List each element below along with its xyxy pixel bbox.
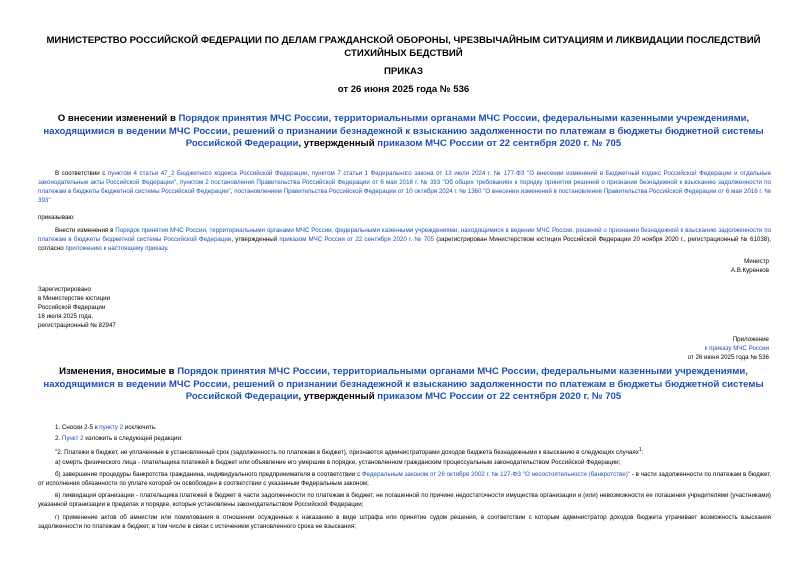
registration-line-1: Зарегистрировано [38,286,91,293]
item-1-text-1: 1. Сноски 2-5 к [55,424,100,431]
title-link-procedure[interactable]: Порядок принятия МЧС России, территориальными органами МЧС России, федеральными казенными учреждениями, находящимися в ведении МЧС России, решений о признании безнадежной к взысканию задолженности по платежам в бюджеты бюджетной системы Российской Федерации [43,113,764,149]
preamble-paragraph [38,170,771,206]
appendix-title-link-order[interactable]: приказом МЧС России от 22 сентября 2020 г. № 705 [377,391,622,402]
document-title [40,113,767,151]
preamble-text-2: , [307,170,312,177]
subitem-a: а) смерть физического лица - плательщика платежей в бюджет или объявление его умершим в порядке, установленном гражданским процессуальным законодательством Российской Федерации; [55,459,621,466]
registration-line-3: Российской Федерации [38,304,106,312]
link-order-reference[interactable]: к приказу МЧС России [704,344,769,352]
order-text-2: , утвержденный [231,235,280,243]
signature-block [731,258,769,276]
link-decree-393[interactable]: пунктом 2 постановления Правительства Российской Федерации от 6 мая 2016 г. № 393 "Об общих требованиях к порядку принятия решений о признании безнадежной к взысканию задолженности по платежам в бюджеты бюджетной системы Российской Федерации" [38,178,771,195]
document-date-number: от 26 июня 2025 года № 536 [337,84,470,95]
link-budget-code[interactable]: пунктом 4 статьи 47_2 Бюджетного кодекса Российской Федерации [107,170,308,177]
order-word: приказываю: [38,214,75,221]
appendix-title-middle: , утвержденный [298,391,378,402]
registration-block [38,285,116,330]
quote-end: : [641,449,644,457]
preamble-text-3: , [176,178,180,186]
item-1-text-2: исключить. [123,424,157,431]
appendix-ref-line-1: Приложение [732,336,769,343]
appendix-title-prefix: Изменения, вносимые в [59,366,178,377]
signature-position: Министр [744,258,769,265]
link-order-705[interactable]: приказом МЧС России от 22 сентября 2020 г. № 705 [279,235,435,243]
subitem-b [38,471,771,489]
title-link-order[interactable]: приказом МЧС России от 22 сентября 2020 г. № 705 [377,138,622,149]
subitem-g: г) применение актов об амнистии или помилования в отношении осужденных к наказанию в виде штрафа или принятие судом решения, в соответствии с которым администратор доходов бюджета утрачивает возможность взыскания задолженности по платежам в бюджет, в том числе в связи с истечением установленного срока ее взыскания; [38,514,771,530]
appendix-title-link-procedure[interactable]: Порядок принятия МЧС России, территориальными органами МЧС России, федеральными казенными учреждениями, находящимися в ведении МЧС России, решений о признании безнадежной к взысканию задолженности по платежам в бюджеты бюджетной системы Российской Федерации [43,366,764,402]
link-procedure[interactable]: Порядок принятия МЧС России, территориальными органами МЧС России, федеральными казенными учреждениями, находящимися в ведении МЧС России, решений о признании безнадежной к взысканию задолженности по платежам в бюджеты бюджетной системы Российской Федерации [38,227,772,243]
item-2 [38,435,771,444]
link-point-2-b[interactable]: Пункт 2 [61,435,84,442]
document-type: ПРИКАЗ [384,66,423,77]
title-middle: , утвержденный [298,138,378,149]
appendix-ref-line-2 [688,345,769,354]
preamble-text-1: В соответствии с [55,170,108,177]
preamble-text-4: , [230,187,235,195]
subitem-b-text-2: - в части задолженности по платежам в бюджет, от исполнения обязанности по уплате которой он освобожден в соответствии с указанным Федеральным законом; [38,471,771,487]
order-text-3: (зарегистрирован Министерством юстиции Российской Федерации 20 ноября 2020 г., регистрационный № 61038), согласно [38,235,771,252]
registration-line-5: регистрационный № 82947 [38,322,116,330]
registration-line-4: 16 июля 2025 года, [38,313,93,321]
link-decree-1360[interactable]: постановлением Правительства Российской Федерации от 10 октября 2024 г. № 1360 "О внесении изменений в постановление Правительства Российской Федерации от 6 мая 2016 г. № 393" [38,187,771,204]
quote-text: "2. Платежи в бюджет, не уплаченные в установленный срок (задолженность по платежам в бюджет), признаются администраторами доходов бюджета безнадежными к взысканию в следующих случаях [55,449,639,457]
item-2-quote [38,446,771,458]
item-2-text: изложить в следующей редакции: [83,435,183,442]
order-paragraph [38,227,771,254]
signature-name: А.В.Куренков [730,266,769,274]
order-text-4: . [166,244,169,252]
appendix-title [40,366,767,404]
item-1 [38,424,771,433]
appendix-ref-line-3: от 26 июня 2025 года № 536 [687,353,769,361]
subitem-b-text-1: б) завершение процедуры банкротства гражданина, индивидуального предпринимателя в соответствии с [55,471,362,478]
title-prefix: О внесении изменений в [57,113,179,124]
appendix-reference [688,336,769,363]
item-2-number: 2. [55,435,62,442]
footnote-marker: 1 [638,447,642,453]
link-federal-law-177[interactable]: пунктом 7 статьи 1 Федерального закона от 13 июля 2024 г. № 177-ФЗ "О внесении изменений в Бюджетный кодекс Российской Федерации и отдельные законодательные акты Российской Федерации" [38,170,772,186]
link-point-2[interactable]: пункту 2 [99,424,124,431]
link-appendix[interactable]: приложению к настоящему приказу [65,244,167,252]
registration-line-2: в Министерстве юстиции [38,295,111,303]
ministry-name: МИНИСТЕРСТВО РОССИЙСКОЙ ФЕДЕРАЦИИ ПО ДЕЛАМ ГРАЖДАНСКОЙ ОБОРОНЫ, ЧРЕЗВЫЧАЙНЫМ СИТУАЦИЯМ И ЛИКВИДАЦИИ ПОСЛЕДСТВИЙ СТИХИЙНЫХ БЕДСТВИЙ [46,35,761,59]
link-federal-law-127[interactable]: Федеральным законом от 26 октября 2002 г. № 127-ФЗ "О несостоятельности (банкротстве)" [361,471,630,478]
subitem-v: в) ликвидация организации - плательщика платежей в бюджет в части задолженности по платежам в бюджет, не погашенной по причине недостаточности имущества организации и (или) невозможности ее погашения учредителями (участниками) указанной организации в пределах и порядке, которые установлены законодательством Российской Федерации; [38,492,771,508]
order-text-1: Внести изменения в [55,227,116,234]
